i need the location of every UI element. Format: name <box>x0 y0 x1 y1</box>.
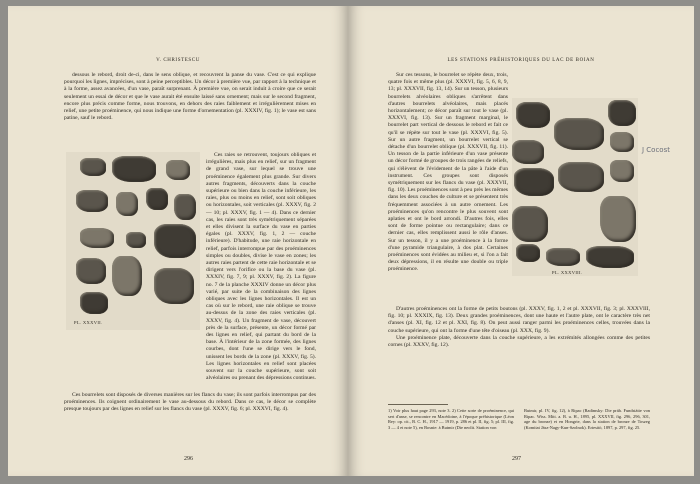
pottery-fragment <box>586 246 634 268</box>
left-bottom-text <box>64 392 316 414</box>
pottery-fragment <box>80 228 114 248</box>
pottery-fragment <box>112 156 156 182</box>
pottery-fragment <box>512 206 548 242</box>
pottery-fragment <box>610 160 634 182</box>
pottery-fragment <box>146 188 168 210</box>
right-page <box>348 6 694 476</box>
footnote-rule <box>388 404 448 405</box>
left-page <box>8 6 348 476</box>
right-mid-text <box>388 306 650 349</box>
pottery-fragment <box>554 118 604 150</box>
pottery-fragment <box>154 224 196 258</box>
pottery-fragment <box>112 256 142 296</box>
right-side-text <box>388 72 508 274</box>
right-plate-image <box>512 98 638 276</box>
pottery-fragment <box>174 194 196 220</box>
footnote-right: Butmir, pl. IV, fig. 12), à Ripac (Radimsky: Die präh. Fundstätte von Ripac. Wiss. Mitt. a. B. u. H., 1895, pl. XXXVII, fig. 296, 296, 301, age du bronze) et en Hongrie, dans la station de bronze de Toszeg (Komitat Jász-Nagy-Kun-Szolnok). Ertesitö, 1897, p. 297, fig. 25. <box>524 408 650 430</box>
left-running-header: V. CHRISTESCU <box>156 58 200 63</box>
left-side-text <box>206 152 316 383</box>
pottery-fragment <box>608 100 636 126</box>
pottery-fragment <box>80 292 108 314</box>
pottery-fragment <box>154 268 194 304</box>
pottery-fragment <box>546 248 580 266</box>
pottery-fragment <box>126 232 146 248</box>
footnote-left: 1) Voir plus haut page 293, note 3. 2) Cette sorte de proéminence, qui sert d'anse, se rencontre en Macédoine, à l'époque préhistorique (Léon Rey: op. cit., B. C. H., 1917 — 1919, p. 286 et pl. II, fig. 5; pl. III, fig. 3 — 4 et note 5), en Bosnie: à Butmir (Die neolit. Station von <box>388 408 514 430</box>
right-plate-caption: PL. XXXVIII. <box>552 270 583 275</box>
pottery-fragment <box>116 192 138 216</box>
left-top-text <box>64 72 316 122</box>
right-mid-paragraph: D'autres proéminences ont la forme de petits boutons (pl. XXXV, fig. 1, 2 et pl. XXXVII, fig. 3; pl. XXXVIII, fig. 10; pl. XXXIX, fig. 13). Deux grandes proéminences, dont une haute et l'autre plate, ont le caractère très net d'anses (pl. XI, fig. 12 et pl. XXI, fig. 8). On peut aussi ranger parmi les proéminences celles, trouvées dans la couche supérieure, qui ont la forme d'une tête d'oiseau (pl. XXX, fig. 9). <box>388 306 650 334</box>
pottery-fragment <box>76 190 108 212</box>
right-running-header: LES STATIONS PRÉHISTORIQUES DU LAC DE BOIAN <box>447 58 595 63</box>
right-top-paragraph: Sur ces tessons, le bourrelet se répète deux, trois, quatre fois et même plus (pl. XXXVI, fig. 5, 6, 8, 9, 13; pl. XXXVII, fig. 13, 14). Sur un tesson, plusieurs bourrelets alvéolaires obliques s'arrêtent dans d'autres bourrelets alvéolaires, mais placés horizontalement; ce décor paraît sur tout le vase (pl. XXXVI, fig. 13). Sur un fragment marginal, le bourrelet part vertical de dessous le rebord et fait ce qu'il se répète sur tout le vase (pl. XXXVI, fig. 5). Sur un autre fragment, un bourrelet vertical se détache d'un bourrelet oblique (pl. XXXVII, fig. 11). Un tesson de la partie inférieure d'un vase présente un décor formé de groupes de trois rangées de reliefs, qui s'élèvent de l'évidement de la pâte à l'aide d'un instrument. Ces groupes sont disposés symétriquement sur les flancs du vase (pl. XXXVII, fig. 10). Les proéminences sont à peu près les mêmes dans les deux couches de culture et se présentent très fréquemment associées à un autre ornement. Les proéminences qu'on rencontre le plus souvent sont aplaties et ont le bord arrondi. D'autres fois, elles sont de forme pointue ou rectangulaire; dans ce dernier cas, elles remplissent aussi le rôle d'anses. Sur un tesson, il y a une proéminence à la forme d'une pyramide triangulaire, à dos plat. Certaines proéminences sont évidées au milieu et, si l'on a fait deux dépressions, il en résulte une double ou triple proéminence. <box>388 72 508 273</box>
handwritten-annotation: J Cocost <box>642 146 670 154</box>
left-mid-paragraph: Ces raies se retrouvent, toujours obliques et irrégulières, mais plus en relief, sur un fragment de grand vase, sur lequel se trouve une proéminence également plus grande. Sur divers autres fragments, découverts dans la couche supérieure ou bien dans la couche inférieure, les raies, plus ou moins en relief, sont soit obliques ou horizontales, soit verticales (pl. XXXV, fig. 2 — 10; pl. XXXV, fig. 1 — 4). Dans ce dernier cas, les raies sont très symétriquement séparées et elles divisent la surface du vase en parties égales (pl. XXXV, fig. 1, 2 — couche inférieure). D'habitude, une raie horizontale en relief, parfois interrompue par des proéminences simples ou doubles, divise le vase en zones; les autres raies partent de cette raie horizontale et se dirigent vers l'orifice ou la base du vase (pl. XXXIV, fig. 7, 9; pl. XXXV, fig. 2). La figure no. 7 de la planche XXXIV donne un décor plus varié, par suite de la combinaison des lignes obliques avec les lignes horizontales. Il est un cas où sur le rebord, une raie oblique se trouve au-dessus de la zone des raies verticales (pl. XXXV, fig. 4). Un fragment de vase, découvert près de la surface, présente, un décor formé par des lignes en relief, qui partant du bord de la base. À l'intérieur de la zone formée, des lignes courbes, dont l'une se dirige vers le fond, unissent les bords de la zone (pl. XXXV, fig. 5). Les lignes horizontales en relief sont placées souvent sur la couche supérieure, sont soit alvéolaires ou prenant des dépressions continues. <box>206 152 316 382</box>
pottery-fragment <box>610 132 634 152</box>
pottery-fragment <box>80 158 106 176</box>
pottery-fragment <box>76 258 106 284</box>
right-last-paragraph: Une proéminence plate, découverte dans la couche supérieure, a les extrémités allongées comme des petites cornes (pl. XXXV, fig. 12). <box>388 334 650 349</box>
pottery-fragment <box>516 244 540 262</box>
left-plate-caption: PL. XXXVII. <box>74 320 103 325</box>
pottery-fragment <box>558 162 604 192</box>
pottery-fragment <box>516 102 550 128</box>
left-bottom-paragraph: Ces bourrelets sont disposés de diverses manières sur les flancs du vase; ils sont parfois interrompus par des proéminences. Ils coignent ordinairement le vase au-dessous du rebord. Dans ce cas, le décor se complète presque toujours par des lignes en relief sur les flancs du vase (pl. XXXV, fig. 6; pl. XXXVI, fig. 4). <box>64 392 316 413</box>
pottery-fragment <box>512 140 544 164</box>
pottery-fragment <box>514 168 554 196</box>
right-page-number: 297 <box>512 456 521 462</box>
pottery-fragment <box>166 160 190 180</box>
left-plate-image <box>66 152 200 330</box>
left-page-number: 296 <box>184 456 193 462</box>
pottery-fragment <box>600 196 636 242</box>
left-top-paragraph: dessous le rebord, droit de-ci, dans le sens oblique, et recouvrent la panse du vase. C'est ce qui explique pourquoi les lignes, imprécises, sont à peine perceptibles. Un décor à première vue, par rapport à la technique et à la forme, assez avancées, d'un vase, paraît surprenant. À première vue, on serait induit à croire que ce serait seulement un essai de décor et que le vase aurait été ensuite laissé sans ornement; mais sur le second fragment, encore plus précis comme forme, nous trouvons, en dehors des raies faiblement et irrégulièrement mises en relief, une petite proéminence, qui nous indique une forme d'ornementation (pl. XXXIV, fig. 1); le vase est sans patine, sauf le rebord. <box>64 72 316 122</box>
